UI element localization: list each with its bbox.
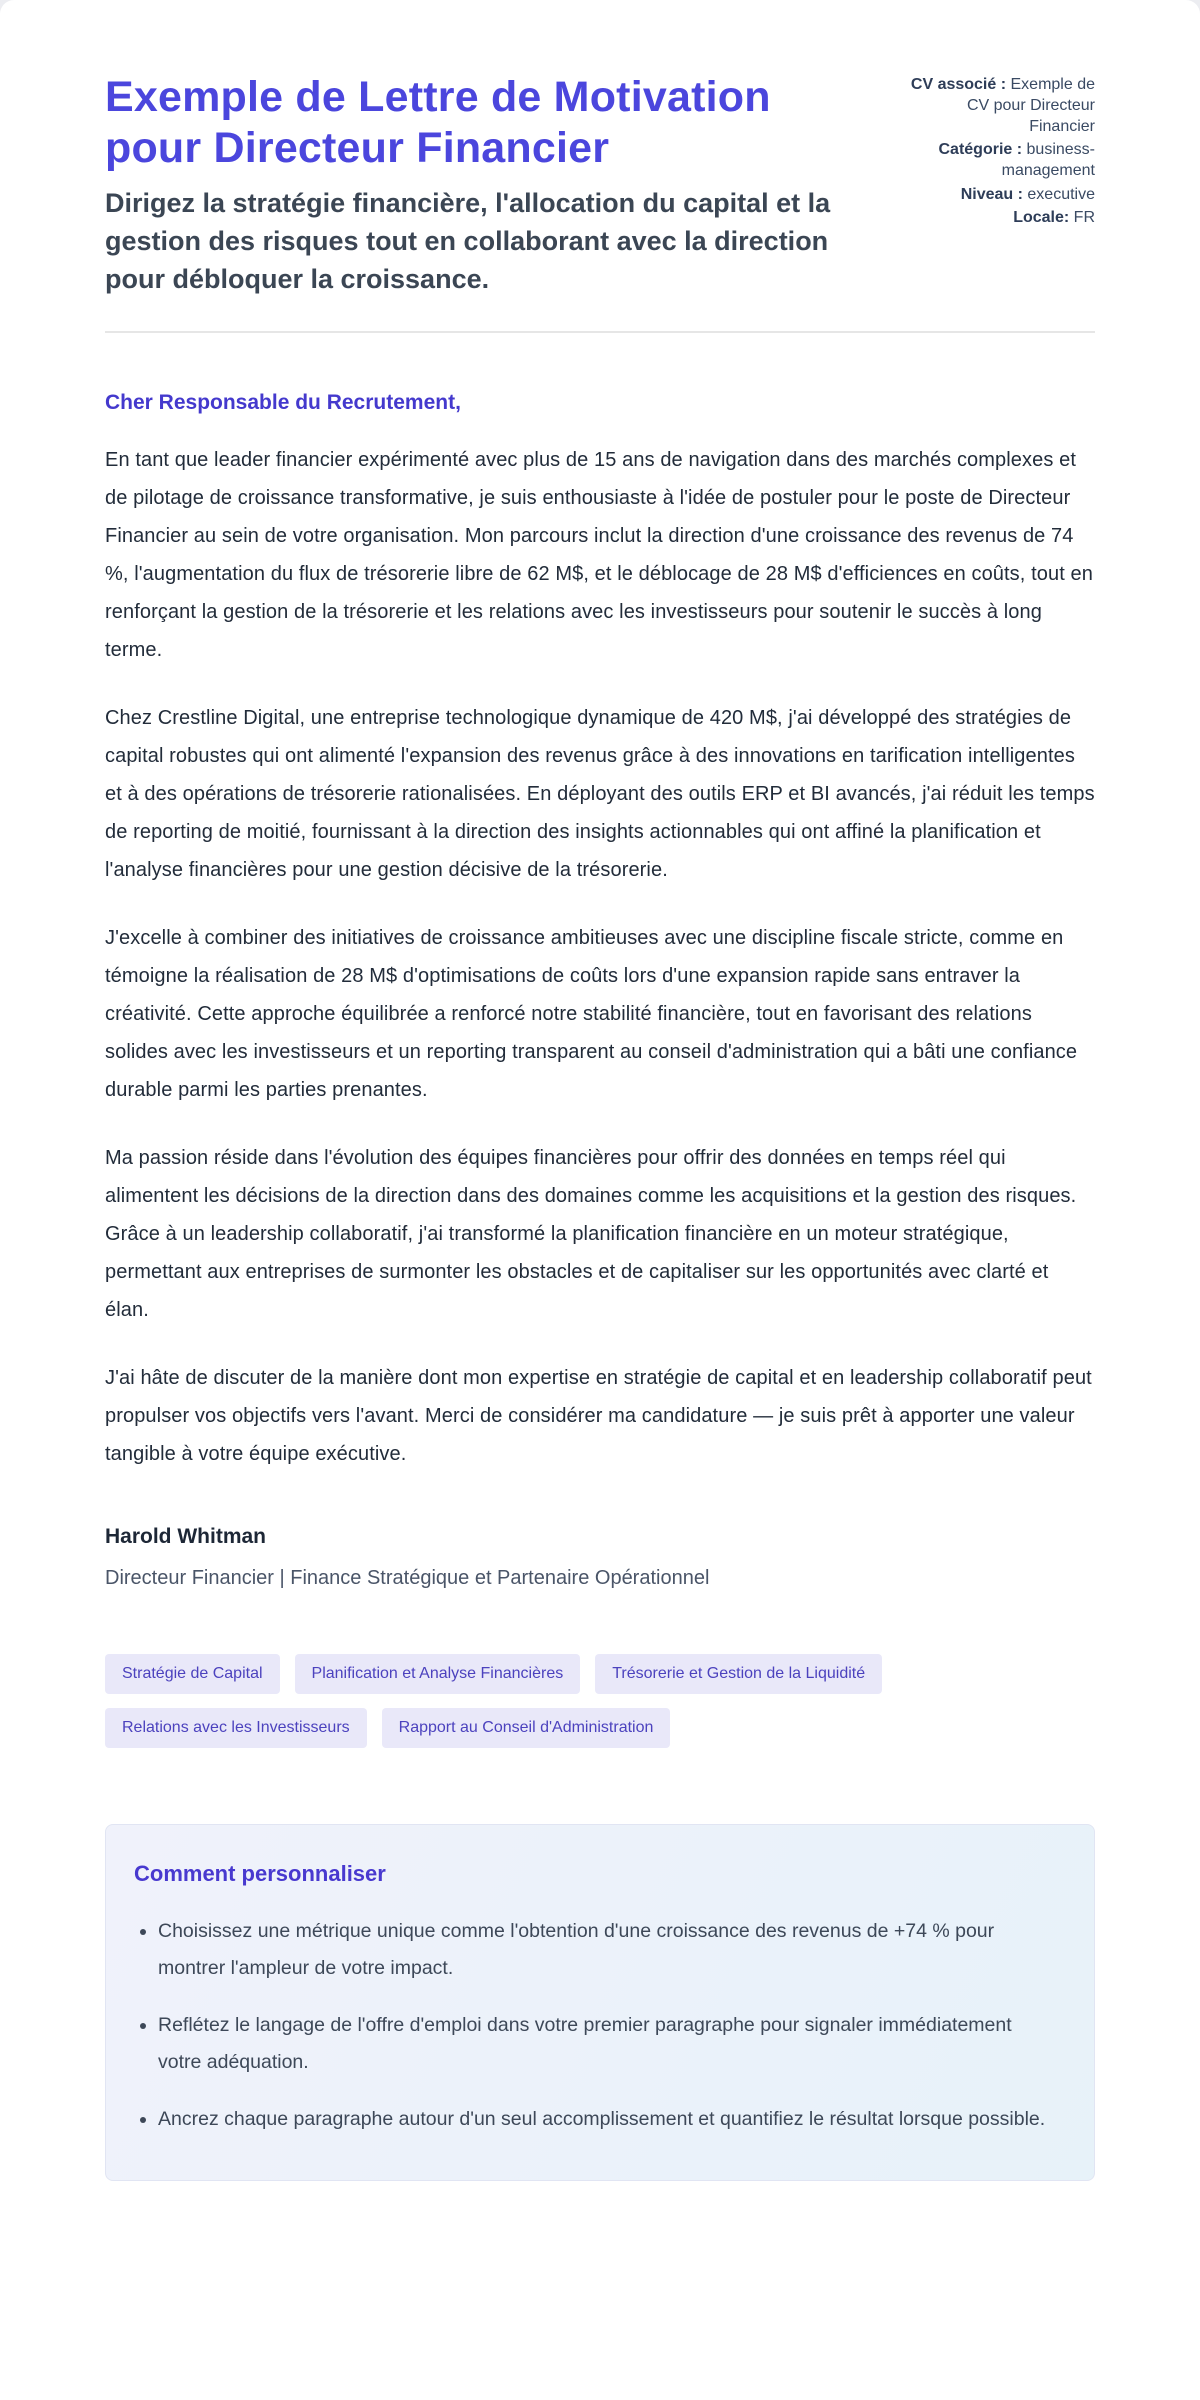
letter-paragraph-5: J'ai hâte de discuter de la manière dont mon expertise en stratégie de capital et en leadership collaboratif peut propulser vos objectifs vers l'avant. Merci de considérer ma candidature — je suis prêt à apporter une valeur tangible à votre équipe exécutive. [105,1366,1092,1465]
meta-label: Locale: [1013,208,1070,226]
header-text-block [105,72,850,299]
meta-label: Niveau : [960,185,1023,203]
page-subtitle: Dirigez la stratégie financière, l'allocation du capital et la gestion des risques tout en collaborant avec la direction pour débloquer la croissance. [105,188,831,295]
page-title: Exemple de Lettre de Motivation pour Directeur Financier [105,73,771,172]
tag-planification-analyse: Planification et Analyse Financières [295,1654,581,1694]
letter-paragraph-1: En tant que leader financier expérimenté avec plus de 15 ans de navigation dans des marchés complexes et de pilotage de croissance transformative, je suis enthousiaste à l'idée de postuler pour le poste de Directeur Financier au sein de votre organisation. Mon parcours inclut la direction d'une croissance des revenus de 74 %, l'augmentation du flux de trésorerie libre de 62 M$, et le déblocage de 28 M$ d'efficiences en coûts, tout en renforçant la gestion de la trésorerie et les relations avec les investisseurs pour soutenir le succès à long terme. [105,448,1093,661]
meta-value: Exemple de CV pour Directeur Financier [966,76,1095,136]
letter-paragraph-4: Ma passion réside dans l'évolution des équipes financières pour offrir des données en temps réel qui alimentent les décisions de la direction dans des domaines comme les acquisitions et la gestion des risques. Grâce à un leadership collaboratif, j'ai transformé la planification financière en un moteur stratégique, permettant aux entreprises de surmonter les obstacles et de capitaliser sur les opportunités avec clarté et élan. [105,1146,1077,1321]
meta-categorie [910,139,1095,181]
meta-niveau [910,184,1095,205]
tag-relations-investisseurs: Relations avec les Investisseurs [105,1708,367,1748]
tip-item-2: • Reflétez le langage de l'offre d'emploi dans votre premier paragraphe pour signaler immédiatement votre adéquation. [158,2007,1060,2081]
tip-item-1: • Choisissez une métrique unique comme l'obtention d'une croissance des revenus de +74 % pour montrer l'ampleur de votre impact. [158,1913,1060,1987]
greeting: Cher Responsable du Recrutement, [105,390,461,414]
letter-paragraph-2: Chez Crestline Digital, une entreprise technologique dynamique de 420 M$, j'ai développé des stratégies de capital robustes qui ont alimenté l'expansion des revenus grâce à des innovations en tarification intelligentes et à des opérations de trésorerie rationalisées. En déployant des outils ERP et BI avancés, j'ai réduit les temps de reporting de moitié, fournissant à la direction des insights actionnables qui ont affiné la planification et l'analyse financières pour une gestion décisive de la trésorerie. [105,706,1095,881]
meta-label: Catégorie : [938,141,1023,159]
tips-title: Comment personnaliser [134,1860,386,1886]
meta-panel [910,72,1095,230]
tips-list [134,1913,1060,2138]
tag-tresorerie-liquidite: Trésorerie et Gestion de la Liquidité [595,1654,882,1694]
meta-value: business-management [1001,141,1095,180]
letter-body [105,391,1095,1590]
signature-name: Harold Whitman [105,1524,266,1548]
meta-locale [910,207,1095,228]
letter-paragraph-3: J'excelle à combiner des initiatives de croissance ambitieuses avec une discipline fiscale stricte, comme en témoigne la réalisation de 28 M$ d'optimisations de coûts lors d'une expansion rapide sans entraver la créativité. Cette approche équilibrée a renforcé notre stabilité financière, tout en favorisant des relations solides avec les investisseurs et un reporting transparent au conseil d'administration qui a bâti une confiance durable parmi les parties prenantes. [105,926,1078,1101]
tip-item-3: • Ancrez chaque paragraphe autour d'un seul accomplissement et quantifiez le résultat lorsque possible. [158,2101,1060,2138]
meta-value: FR [1073,208,1095,226]
tips-box [105,1824,1095,2181]
tag-list [105,1654,1035,1748]
signature-title: Directeur Financier | Finance Stratégique et Partenaire Opérationnel [105,1566,710,1589]
meta-value: executive [1027,185,1095,203]
tag-rapport-conseil: Rapport au Conseil d'Administration [382,1708,671,1748]
header-divider [105,331,1095,333]
meta-label: CV associé : [910,76,1007,93]
header [105,72,1095,299]
tag-strategie-capital: Stratégie de Capital [105,1654,280,1694]
meta-cv-associe [910,74,1095,137]
